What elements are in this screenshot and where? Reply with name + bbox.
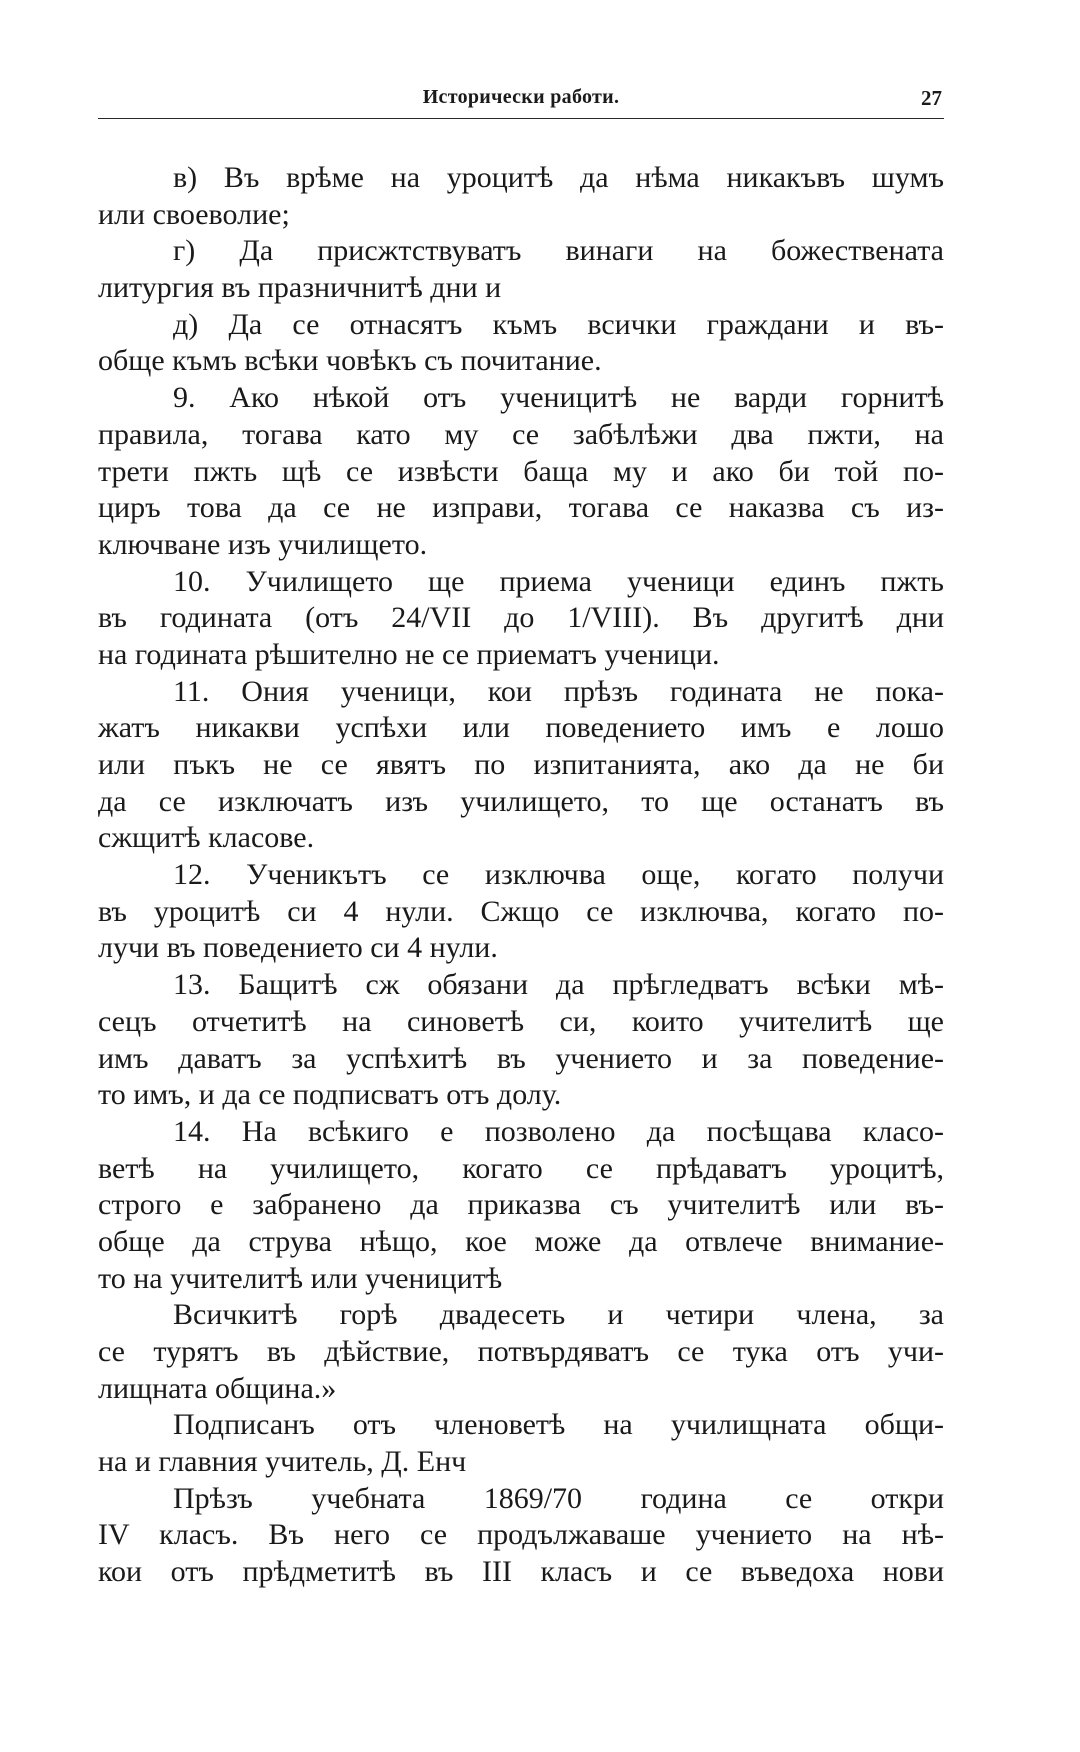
text-line: IV класъ. Въ него се продължаваше учението на нѣ- <box>98 1518 944 1552</box>
text-line: 13. Бащитѣ сж обязани да прѣгледватъ всѣки мѣ- <box>173 968 944 1002</box>
text-line: кои отъ прѣдметитѣ въ III класъ и се въведоха нови <box>98 1555 944 1589</box>
text-line: обще да струва нѣщо, кое може да отвлече внимание- <box>98 1224 944 1258</box>
text-line: на годината рѣшително не се приематъ ученици. <box>98 637 720 671</box>
text-line: то на учителитѣ или ученицитѣ <box>98 1261 503 1295</box>
text-line: въ годината (отъ 24/VII до 1/VIII). Въ другитѣ дни <box>98 601 944 635</box>
text-line: 11. Ония ученици, кои прѣзъ годината не пока- <box>173 674 944 708</box>
running-header <box>98 84 944 120</box>
running-title: Исторически работи. <box>422 86 620 108</box>
text-line: д) Да се отнасятъ къмъ всички граждани и въ- <box>173 307 944 341</box>
text-line: жатъ никакви успѣхи или поведението имъ е лошо <box>98 711 944 745</box>
text-line: Прѣзъ учебната 1869/70 година се откри <box>173 1481 944 1515</box>
body-text <box>98 160 944 1591</box>
text-line: лищната община.» <box>98 1371 337 1405</box>
text-line: в) Въ врѣме на уроцитѣ да нѣма никакъвъ шумъ <box>173 161 944 194</box>
text-line: се турятъ въ дѣйствие, потвърдяватъ се тука отъ учи- <box>98 1335 944 1368</box>
text-line: или пъкъ не се явятъ по изпитанията, ако да не би <box>98 748 944 781</box>
text-line: на и главния учитель, Д. Енч <box>98 1445 467 1479</box>
text-line: обще къмъ всѣки човѣкъ съ почитание. <box>98 344 602 378</box>
text-line: лучи въ поведението си 4 нули. <box>98 931 498 965</box>
text-line: Подписанъ отъ членоветѣ на училищната общи- <box>173 1408 944 1442</box>
text-line: или своеволие; <box>98 197 290 231</box>
text-line: ветѣ на училището, когато се прѣдаватъ уроцитѣ, <box>98 1151 944 1185</box>
text-line: сжщитѣ класове. <box>98 821 315 855</box>
header-rule <box>98 118 944 119</box>
text-line: 9. Ако нѣкой отъ ученицитѣ не варди горнитѣ <box>173 381 944 415</box>
text-line: то имъ, и да се подписватъ отъ долу. <box>98 1078 562 1112</box>
text-line: въ уроцитѣ си 4 нули. Сжщо се изключва, когато по- <box>98 894 944 928</box>
text-line: ключване изъ училището. <box>98 527 428 561</box>
page-number: 27 <box>921 86 942 110</box>
text-line: правила, тогава като му се забѣлѣжи два пжти, на <box>98 417 944 451</box>
text-line: литургия въ празничнитѣ дни и <box>98 271 502 305</box>
text-line: 14. На всѣкиго е позволено да посѣщава класо- <box>173 1114 944 1148</box>
text-line: 10. Училището ще приема ученици единъ пжть <box>173 564 944 598</box>
text-line: да се изключатъ изъ училището, то ще останатъ въ <box>98 784 944 818</box>
text-line: Всичкитѣ горѣ двадесеть и четири члена, за <box>173 1298 944 1332</box>
text-line: имъ даватъ за успѣхитѣ въ учението и за поведение- <box>98 1041 944 1075</box>
text-line: г) Да присжтствуватъ винаги на божествената <box>173 234 944 268</box>
text-line: трети пжть щѣ се извѣсти баща му и ако би той по- <box>98 454 944 488</box>
text-line: циръ това да се не изправи, тогава се наказва съ из- <box>98 491 944 525</box>
text-line: строго е забранено да приказва съ учителитѣ или въ- <box>98 1188 944 1222</box>
text-line: сецъ отчетитѣ на синоветѣ си, които учителитѣ ще <box>98 1004 944 1038</box>
text-line: 12. Ученикътъ се изключва още, когато получи <box>173 858 944 892</box>
